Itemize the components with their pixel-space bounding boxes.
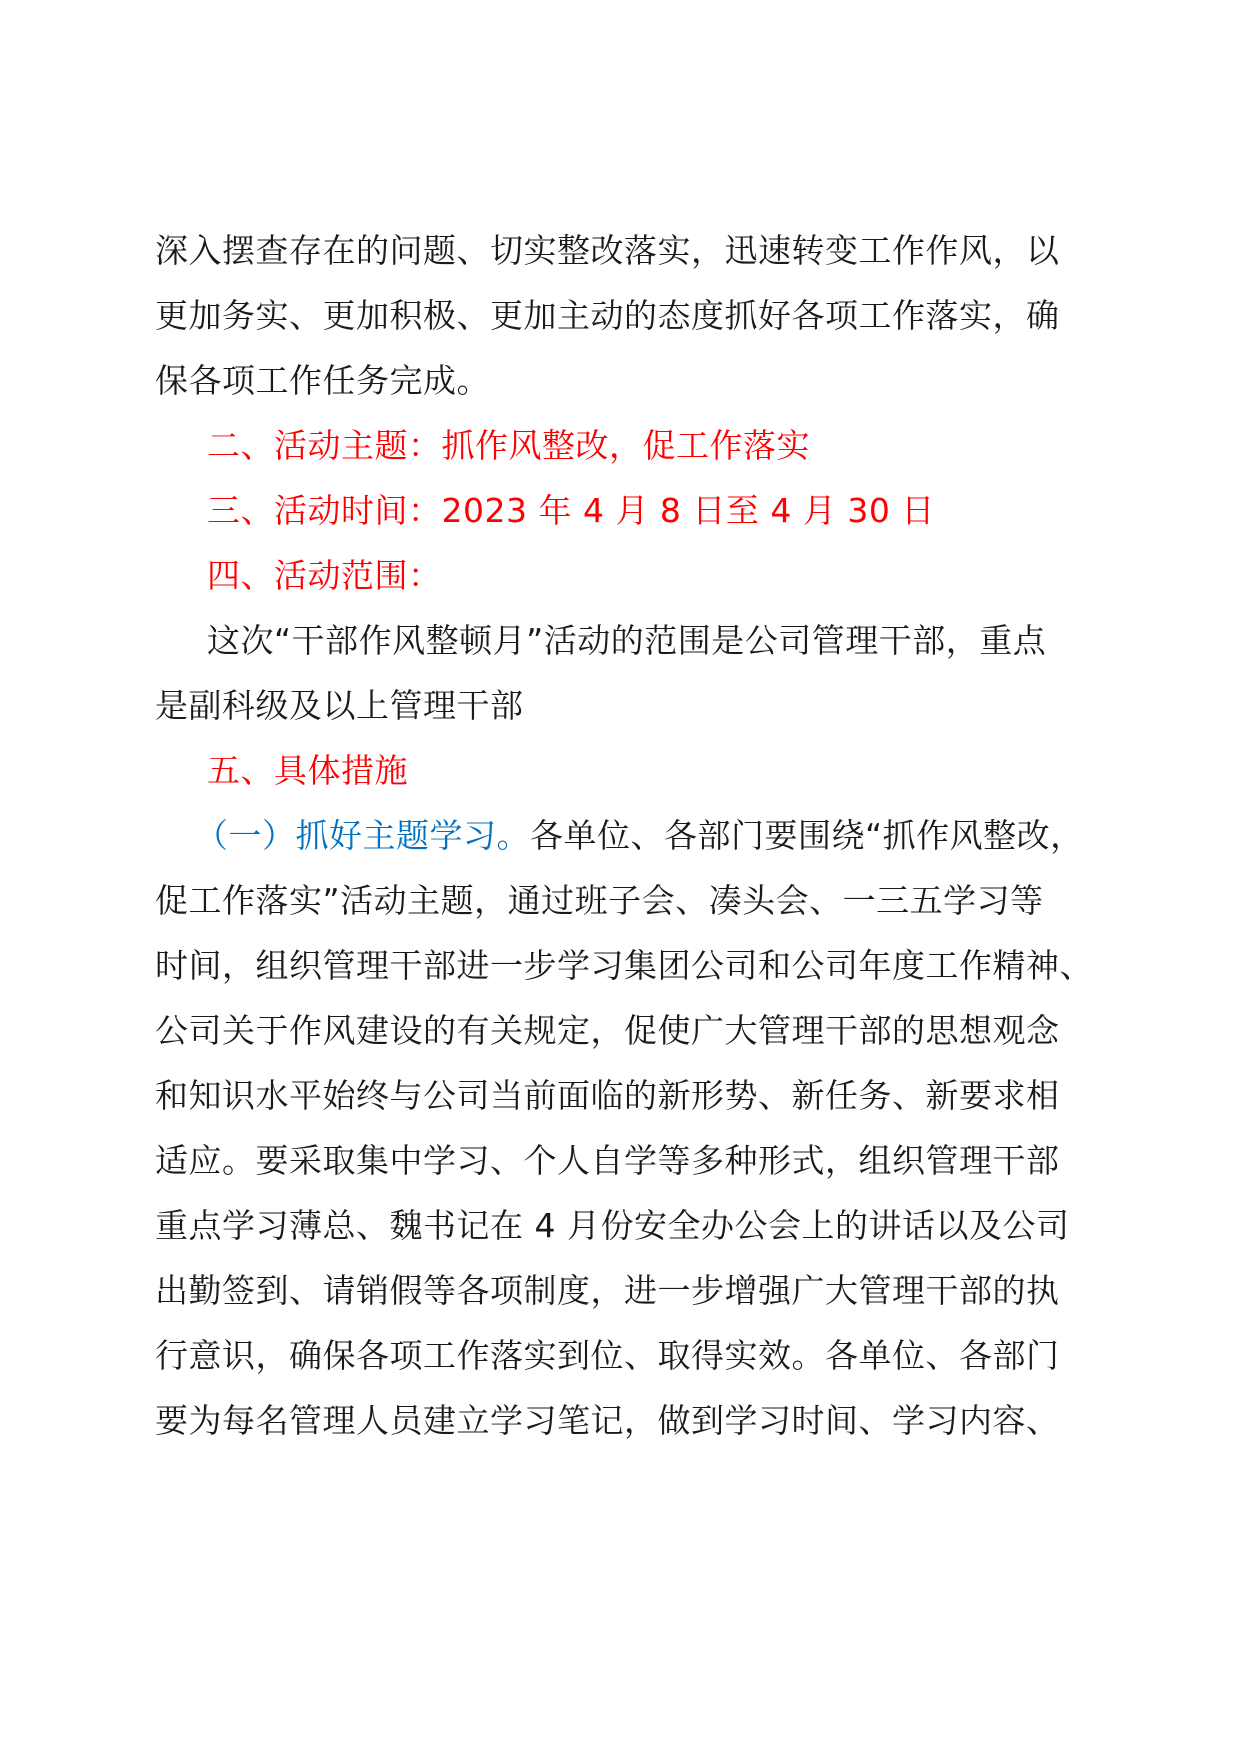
measure-1-line-9: 行意识，确保各项工作落实到位、取得实效。各单位、各部门 [155,1336,1060,1375]
measure-1-line-6: 适应。要采取集中学习、个人自学等多种形式，组织管理干部 [155,1141,1060,1180]
measure-1-line-4: 公司关于作风建设的有关规定，促使广大管理干部的思想观念 [155,1011,1060,1050]
intro-line-2: 更加务实、更加积极、更加主动的态度抓好各项工作落实，确 [155,296,1060,335]
measure-1-first-line [155,803,1085,868]
measure-1-line-7: 重点学习薄总、魏书记在 4 月份安全办公会上的讲话以及公司 [155,1206,1070,1245]
scope-line-2: 是副科级及以上管理干部 [155,686,524,725]
scope-line-1: 这次“干部作风整顿月”活动的范围是公司管理干部，重点 [207,621,1047,660]
section-heading-time: 三、活动时间：2023 年 4 月 8 日至 4 月 30 日 [207,491,935,530]
intro-line-3: 保各项工作任务完成。 [155,361,490,400]
section-heading-theme: 二、活动主题：抓作风整改，促工作落实 [207,426,810,465]
measure-1-line-2: 促工作落实”活动主题，通过班子会、凑头会、一三五学习等 [155,881,1044,920]
measure-1-line-8: 出勤签到、请销假等各项制度，进一步增强广大管理干部的执 [155,1271,1060,1310]
measure-1-line-3: 时间，组织管理干部进一步学习集团公司和公司年度工作精神、 [155,946,1093,985]
section-heading-measures: 五、具体措施 [207,751,408,790]
measure-1-line-10: 要为每名管理人员建立学习笔记，做到学习时间、学习内容、 [155,1401,1060,1440]
measure-1-first-line-text: 各单位、各部门要围绕“抓作风整改， [530,816,1084,855]
intro-line-1: 深入摆查存在的问题、切实整改落实，迅速转变工作作风，以 [155,231,1060,270]
document-body [155,218,1093,1453]
measure-1-heading: （一）抓好主题学习。 [195,816,530,855]
section-heading-scope: 四、活动范围： [207,556,442,595]
measure-1-line-5: 和知识水平始终与公司当前面临的新形势、新任务、新要求相 [155,1076,1060,1115]
